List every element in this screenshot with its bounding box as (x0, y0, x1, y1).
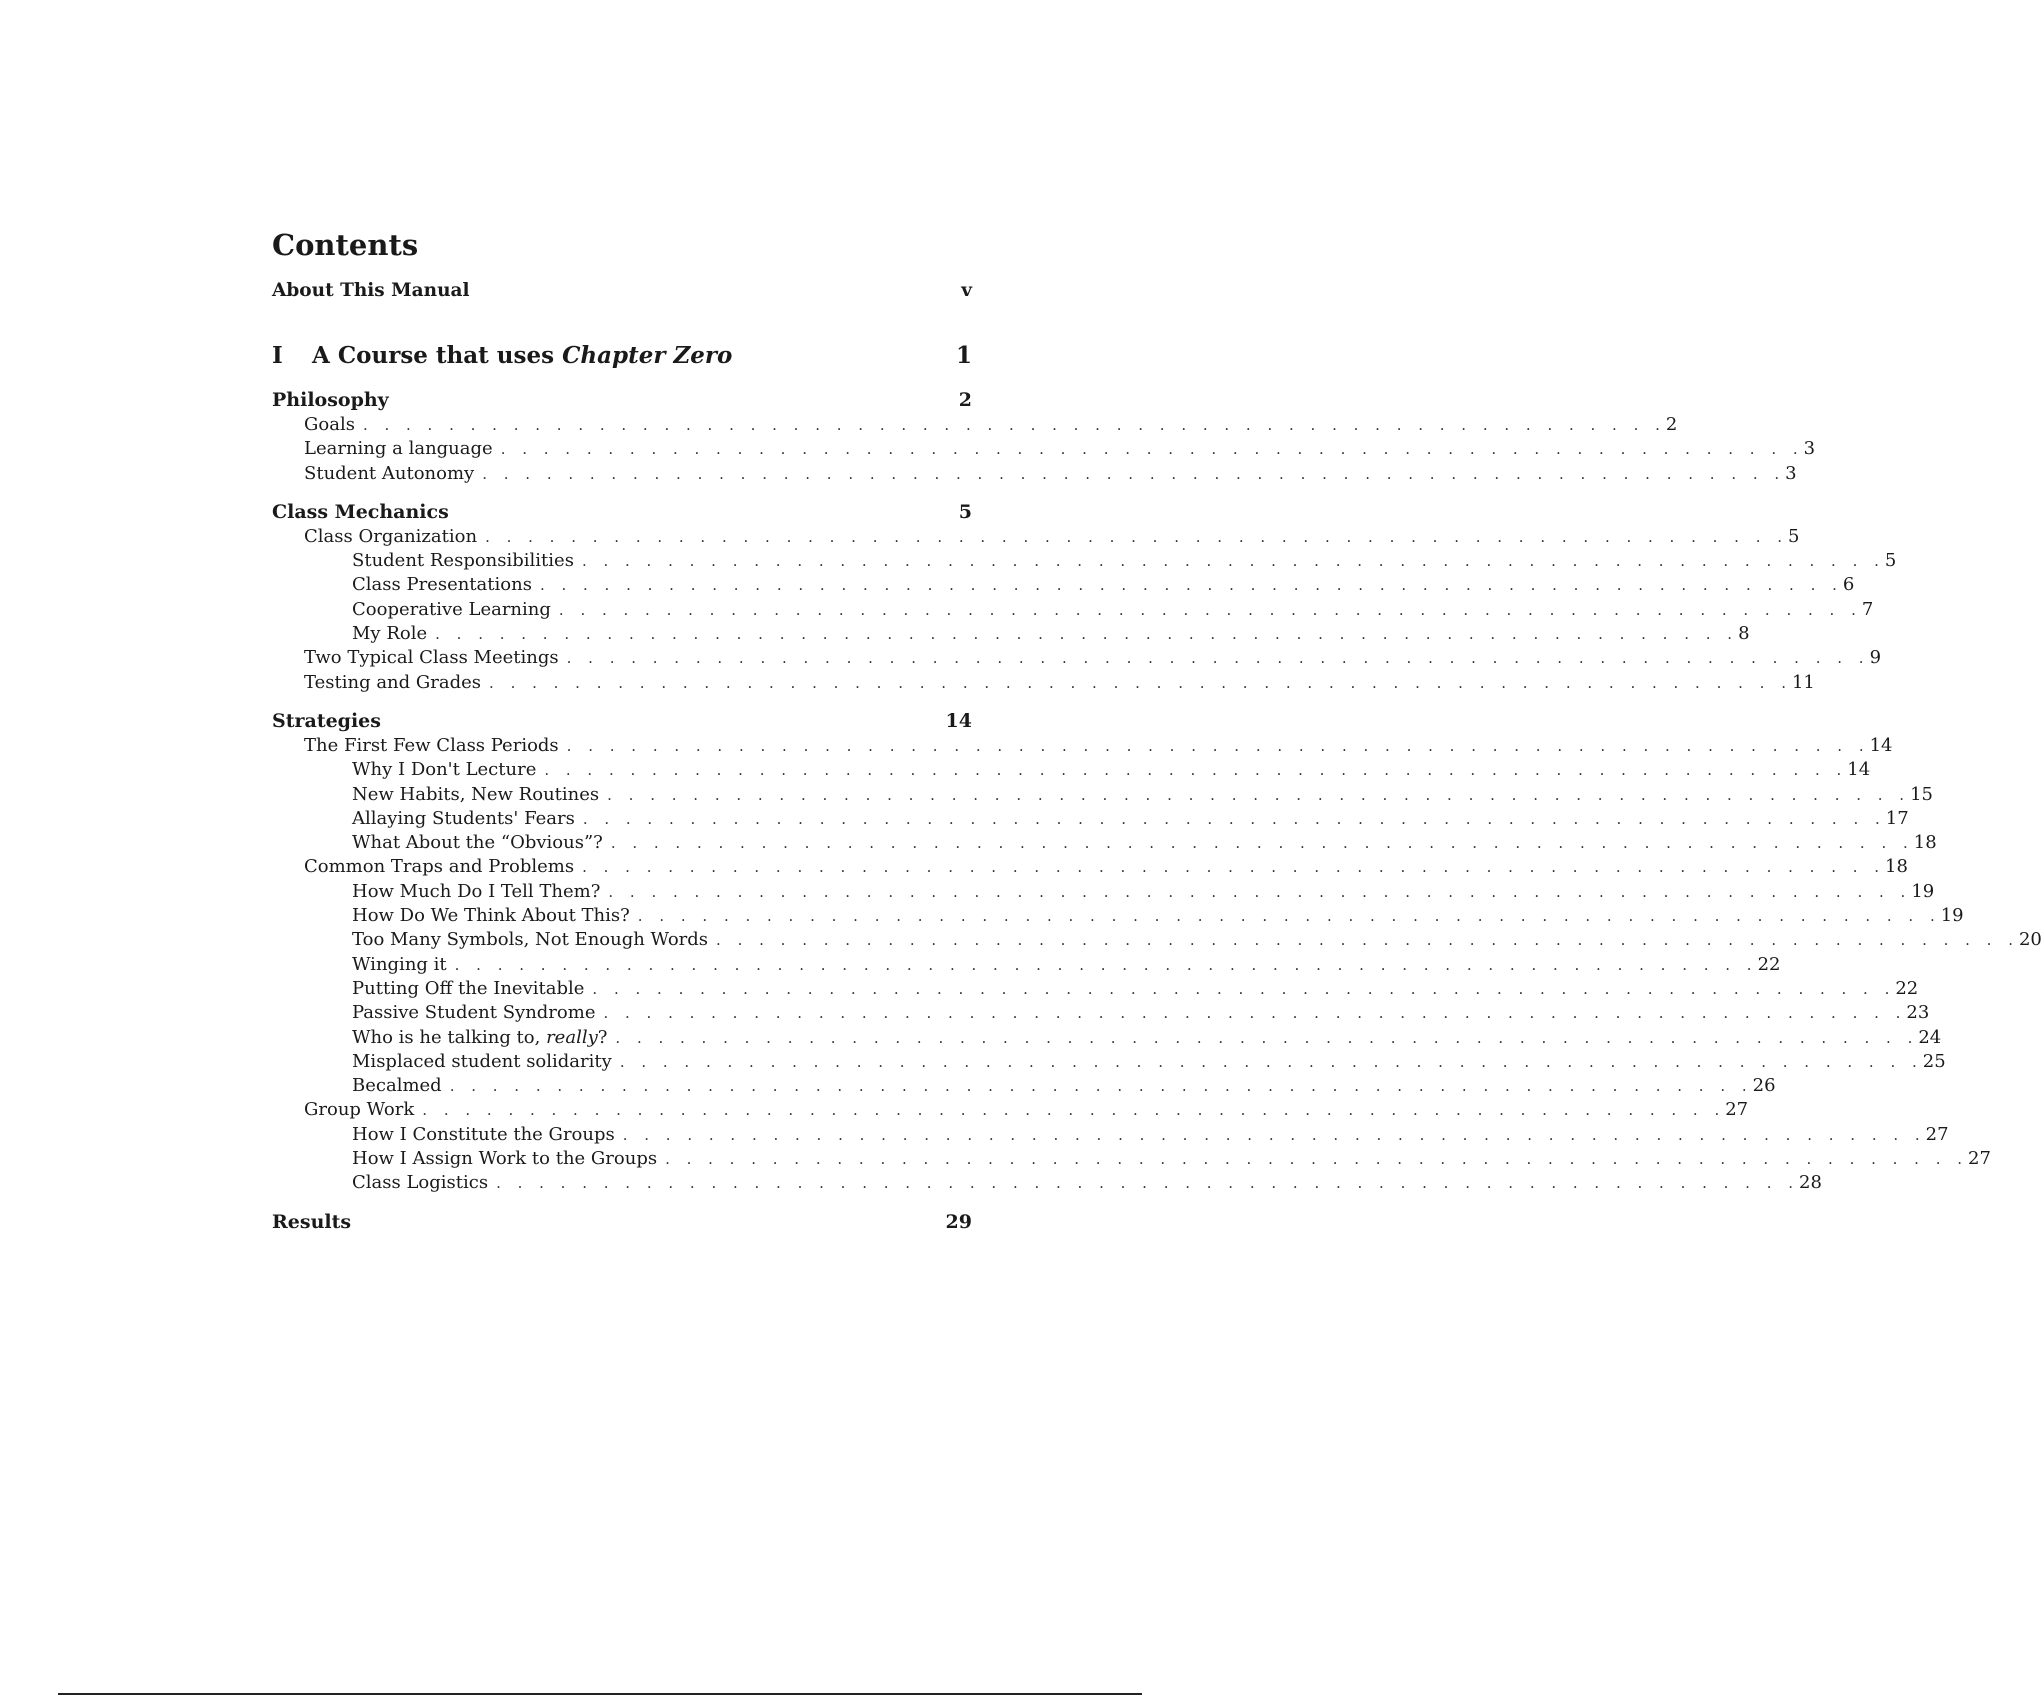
toc-page: 27 (1925, 1123, 1949, 1145)
toc-entry[interactable] (272, 671, 1815, 695)
toc-label: Cooperative Learning (352, 598, 551, 620)
toc-entry[interactable] (272, 1098, 1749, 1122)
toc-label: Student Responsibilities (352, 550, 574, 572)
toc-label: What About the “Obvious”? (352, 832, 603, 854)
toc-page: 25 (1922, 1050, 1946, 1072)
leader-dots: . . . . . . . . . . . . . . . . . . . . . . . . . . . . . . . . . . . . . . . . . . . . . . . . . . . . . . . . . . . . . (608, 882, 1912, 901)
toc-label: Winging it (352, 953, 447, 975)
toc-page: 28 (1799, 1172, 1822, 1194)
toc-page: 27 (1968, 1148, 1991, 1170)
toc-entry[interactable] (272, 462, 1797, 486)
part-number: I (272, 342, 283, 369)
toc-entry[interactable] (272, 573, 1855, 597)
toc-entry[interactable] (272, 928, 2042, 952)
toc-entry[interactable] (272, 855, 1908, 879)
leader-dots: . . . . . . . . . . . . . . . . . . . . . . . . . . . . . . . . . . . . . . . . . . . . . . . . . . . . . . . . . . . . . (362, 416, 1666, 434)
toc-label: New Habits, New Routines (352, 783, 600, 805)
leader-dots: . . . . . . . . . . . . . . . . . . . . . . . . . . . . . . . . . . . . . . . . . . . . . . . . . . . . . . . . . . . . . (489, 673, 1792, 692)
leader-dots: . . . . . . . . . . . . . . . . . . . . . . . . . . . . . . . . . . . . . . . . . . . . . . . . . . . . . . . . . . . . . (454, 955, 1758, 974)
leader-dots: . . . . . . . . . . . . . . . . . . . . . . . . . . . . . . . . . . . . . . . . . . . . . . . . . . . . . . . . . . . . . (435, 625, 1739, 644)
toc-section-heading[interactable] (272, 709, 972, 734)
leader-dots: . . . . . . . . . . . . . . . . . . . . . . . . . . . . . . . . . . . . . . . . . . . . . . . . . . . . . . . . . . . . . (566, 649, 1870, 668)
toc-page: 14 (1869, 734, 1893, 756)
toc-entry[interactable] (272, 953, 1781, 977)
toc-label: About This Manual (272, 280, 470, 301)
toc-label: Strategies (272, 709, 381, 732)
toc-entry[interactable] (272, 598, 1874, 622)
leader-dots: . . . . . . . . . . . . . . . . . . . . . . . . . . . . . . . . . . . . . . . . . . . . . . . . . . . . . . . . . . . . . (422, 1101, 1726, 1120)
toc-section-heading[interactable] (272, 388, 972, 413)
toc-page: 29 (945, 1210, 972, 1233)
toc-page: 14 (1847, 759, 1871, 781)
toc-entry[interactable] (272, 880, 1935, 904)
toc-section-heading[interactable] (272, 500, 972, 525)
toc-section-class-mechanics (272, 500, 1897, 695)
toc-page: 2 (958, 389, 972, 411)
toc-label: How Do We Think About This? (352, 905, 630, 927)
toc-page: 27 (1725, 1099, 1749, 1121)
toc-label: Common Traps and Problems (304, 856, 575, 878)
toc-label: How Much Do I Tell Them? (352, 880, 601, 902)
toc-section-heading[interactable] (272, 1210, 972, 1235)
leader-dots: . . . . . . . . . . . . . . . . . . . . . . . . . . . . . . . . . . . . . . . . . . . . . . . . . . . . . . . . . . . . . (716, 931, 2019, 950)
toc-entry[interactable] (272, 783, 1933, 807)
toc-label: Becalmed (352, 1075, 442, 1097)
toc-label-italic: really (546, 1026, 598, 1048)
toc-entry[interactable] (272, 734, 1893, 758)
toc-label: Passive Student Syndrome (352, 1002, 596, 1024)
toc-page: 15 (1910, 783, 1933, 805)
toc-page: 17 (1885, 807, 1909, 829)
toc-entry[interactable] (272, 1147, 1991, 1171)
toc-page: 3 (1785, 462, 1797, 484)
toc-entry[interactable] (272, 413, 1678, 437)
toc-entry-about[interactable] (272, 276, 972, 306)
toc-entry[interactable] (272, 758, 1871, 782)
toc-page: 24 (1918, 1026, 1942, 1048)
leader-dots: . . . . . . . . . . . . . . . . . . . . . . . . . . . . . . . . . . . . . . . . . . . . . . . . . . . . . . . . . . . . . (496, 1174, 1800, 1193)
toc-label: Student Autonomy (304, 462, 475, 484)
toc-label: Misplaced student solidarity (352, 1050, 612, 1072)
toc-label: Class Organization (304, 525, 478, 547)
toc-label: Learning a language (304, 438, 493, 460)
bottom-rule (58, 1693, 1142, 1695)
toc-page: 2 (1665, 414, 1678, 435)
toc-entry[interactable] (272, 1074, 1776, 1098)
toc-page: 19 (1911, 880, 1935, 902)
toc-label: How I Constitute the Groups (352, 1123, 615, 1145)
leader-dots: . . . . . . . . . . . . . . . . . . . . . . . . . . . . . . . . . . . . . . . . . . . . . . . . . . . . . . . . . . . . . (558, 600, 1862, 619)
toc-label: Class Mechanics (272, 500, 449, 523)
toc-page: 11 (1791, 671, 1815, 693)
leader-dots: . . . . . . . . . . . . . . . . . . . . . . . . . . . . . . . . . . . . . . . . . . . . . . . . . . . . . . . . . . . . . (582, 858, 1886, 877)
toc-label: How I Assign Work to the Groups (352, 1148, 658, 1170)
toc-page: 3 (1803, 438, 1816, 460)
toc-page: 6 (1842, 574, 1855, 596)
toc-page: 22 (1757, 953, 1781, 975)
toc-label: Two Typical Class Meetings (304, 647, 559, 669)
leader-dots: . . . . . . . . . . . . . . . . . . . . . . . . . . . . . . . . . . . . . . . . . . . . . . . . . . . . . . . . . . . . . (485, 527, 1788, 546)
toc-page: 5 (1884, 550, 1897, 572)
toc-part-heading[interactable] (272, 336, 972, 376)
toc-page: 22 (1895, 977, 1919, 999)
page-title: Contents (272, 228, 419, 262)
toc-page: 1 (955, 342, 972, 369)
leader-dots: . . . . . . . . . . . . . . . . . . . . . . . . . . . . . . . . . . . . . . . . . . . . . . . . . . . . . . . . . . . . . (544, 761, 1848, 780)
toc-page: 5 (1788, 525, 1800, 547)
toc-label: My Role (352, 623, 428, 645)
toc-label: Philosophy (272, 389, 389, 411)
toc-entry[interactable] (272, 1123, 1949, 1147)
toc-page: 23 (1906, 1002, 1930, 1024)
toc-entry[interactable] (272, 807, 1909, 831)
toc-page: 14 (945, 709, 972, 732)
leader-dots: . . . . . . . . . . . . . . . . . . . . . . . . . . . . . . . . . . . . . . . . . . . . . . . . . . . . . . . . . . . . . (615, 1028, 1919, 1047)
toc-page: 20 (2018, 929, 2042, 951)
toc-label: Results (272, 1210, 352, 1233)
toc-label: Too Many Symbols, Not Enough Words (352, 929, 709, 951)
leader-dots: . . . . . . . . . . . . . . . . . . . . . . . . . . . . . . . . . . . . . . . . . . . . . . . . . . . . . . . . . . . . . (665, 1150, 1969, 1169)
toc-entry[interactable] (272, 977, 1919, 1001)
leader-dots: . . . . . . . . . . . . . . . . . . . . . . . . . . . . . . . . . . . . . . . . . . . . . . . . . . . . . . . . . . . . . (539, 576, 1843, 595)
toc-label: The First Few Class Periods (304, 734, 559, 756)
table-of-contents (272, 222, 2042, 1235)
toc-entry[interactable] (272, 831, 1937, 855)
part-title (312, 336, 956, 376)
toc-entry[interactable] (272, 1171, 1822, 1195)
toc-label: Group Work (304, 1099, 415, 1121)
toc-label: Class Presentations (352, 574, 532, 596)
toc-label (352, 1026, 615, 1050)
toc-page: 19 (1940, 905, 1964, 927)
toc-entry[interactable] (272, 622, 1750, 646)
toc-entry[interactable] (272, 1001, 1930, 1025)
leader-dots: . . . . . . . . . . . . . . . . . . . . . . . . . . . . . . . . . . . . . . . . . . . . . . . . . . . . . . . . . . . . . (482, 464, 1786, 483)
leader-dots: . . . . . . . . . . . . . . . . . . . . . . . . . . . . . . . . . . . . . . . . . . . . . . . . . . . . . . . . . . . . . (610, 834, 1914, 853)
toc-section-philosophy (272, 388, 1816, 486)
toc-page: 26 (1752, 1075, 1776, 1097)
leader-dots: . . . . . . . . . . . . . . . . . . . . . . . . . . . . . . . . . . . . . . . . . . . . . . . . . . . . . . . . . . . . . (619, 1052, 1923, 1071)
toc-page: 5 (958, 500, 972, 523)
leader-dots: . . . . . . . . . . . . . . . . . . . . . . . . . . . . . . . . . . . . . . . . . . . . . . . . . . . . . . . . . . . . . (500, 440, 1804, 459)
toc-label: Testing and Grades (304, 671, 482, 693)
leader-dots: . . . . . . . . . . . . . . . . . . . . . . . . . . . . . . . . . . . . . . . . . . . . . . . . . . . . . . . . . . . . . (592, 979, 1896, 998)
part-title-prefix: A Course that uses (312, 342, 563, 369)
toc-label: Why I Don't Lecture (352, 759, 537, 781)
leader-dots: . . . . . . . . . . . . . . . . . . . . . . . . . . . . . . . . . . . . . . . . . . . . . . . . . . . . . . . . . . . . . (582, 809, 1886, 828)
leader-dots: . . . . . . . . . . . . . . . . . . . . . . . . . . . . . . . . . . . . . . . . . . . . . . . . . . . . . . . . . . . . . (566, 736, 1870, 755)
toc-page: 18 (1913, 832, 1937, 854)
toc-page: v (961, 280, 972, 301)
toc-page: 9 (1869, 647, 1882, 669)
leader-dots: . . . . . . . . . . . . . . . . . . . . . . . . . . . . . . . . . . . . . . . . . . . . . . . . . . . . . . . . . . . . . (603, 1004, 1907, 1023)
toc-page: 7 (1861, 598, 1874, 620)
toc-label: Allaying Students' Fears (352, 807, 575, 829)
toc-entry[interactable] (272, 1050, 1946, 1074)
toc-section-results (272, 1210, 972, 1235)
leader-dots: . . . . . . . . . . . . . . . . . . . . . . . . . . . . . . . . . . . . . . . . . . . . . . . . . . . . . . . . . . . . . (581, 552, 1885, 571)
toc-label: Putting Off the Inevitable (352, 977, 585, 999)
toc-label: Goals (304, 414, 355, 435)
toc-entry[interactable] (272, 525, 1800, 549)
leader-dots: . . . . . . . . . . . . . . . . . . . . . . . . . . . . . . . . . . . . . . . . . . . . . . . . . . . . . . . . . . . . . (449, 1077, 1753, 1096)
toc-entry[interactable] (272, 437, 1816, 461)
leader-dots: . . . . . . . . . . . . . . . . . . . . . . . . . . . . . . . . . . . . . . . . . . . . . . . . . . . . . . . . . . . . . (607, 785, 1911, 804)
leader-dots: . . . . . . . . . . . . . . . . . . . . . . . . . . . . . . . . . . . . . . . . . . . . . . . . . . . . . . . . . . . . . (637, 907, 1941, 926)
toc-entry[interactable] (272, 1026, 1942, 1050)
toc-entry[interactable] (272, 904, 1964, 928)
toc-label: Class Logistics (352, 1172, 489, 1194)
toc-entry[interactable] (272, 549, 1897, 573)
toc-page: 8 (1738, 623, 1750, 645)
toc-entry[interactable] (272, 646, 1882, 670)
toc-section-strategies (272, 709, 2042, 1196)
toc-label-suffix: ? (597, 1026, 608, 1048)
toc-label-text: Who is he talking to, (352, 1026, 547, 1048)
leader-dots: . . . . . . . . . . . . . . . . . . . . . . . . . . . . . . . . . . . . . . . . . . . . . . . . . . . . . . . . . . . . . (622, 1125, 1926, 1144)
part-title-italic: Chapter Zero (562, 342, 733, 369)
toc-page: 18 (1885, 856, 1908, 878)
